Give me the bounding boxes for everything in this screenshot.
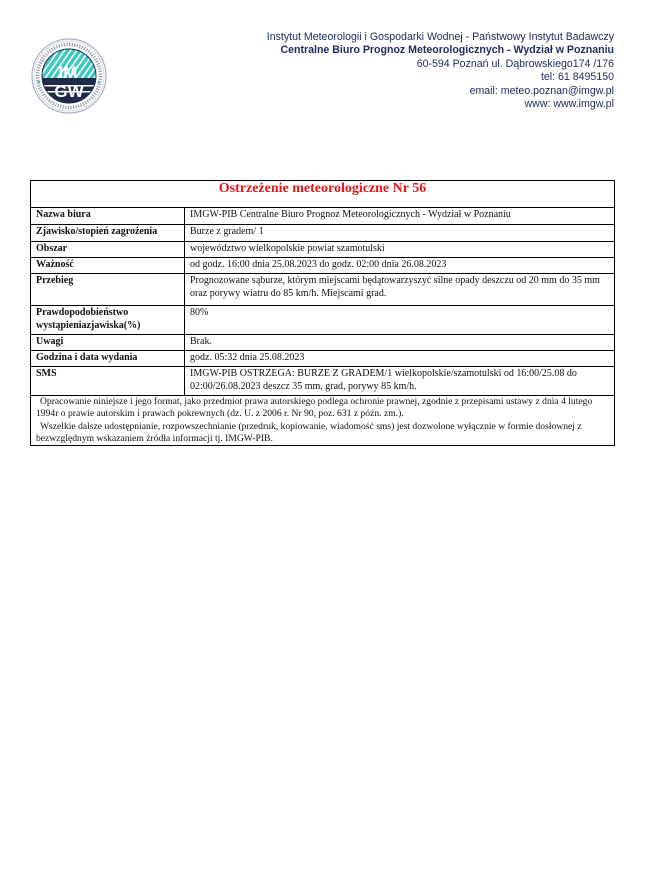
row-label-probability: Prawdopodobieństwo wystąpieniazjawiska(%)	[31, 306, 185, 335]
row-value-probability: 80%	[185, 306, 615, 335]
table-row	[31, 367, 615, 396]
row-label-issued: Godzina i data wydania	[31, 351, 185, 367]
table-row	[31, 242, 615, 258]
redistribution-paragraph: Wszelkie dalsze udostępnianie, rozpowszechnianie (przedruk, kopiowanie, wiadomość sms) jest dozwolone wyłącznie w formie dosłownej z bezwzględnym wskazaniem źródła informacji tj. IMGW-PIB.	[36, 420, 582, 444]
address: 60-594 Poznań ul. Dąbrowskiego174 /176	[416, 57, 614, 70]
phone: tel: 61 8495150	[540, 71, 614, 84]
row-value-course: Prognozowane sąburze, którym miejscami będątowarzyszyć silne opady deszczu od 20 mm do 35 mm oraz porywy wiatru do 85 km/h. Miejscami grad.	[185, 274, 615, 306]
row-label-sms: SMS	[31, 367, 185, 396]
svg-text:GW: GW	[54, 82, 84, 101]
table-row	[31, 335, 615, 351]
table-row	[31, 351, 615, 367]
row-value-area: województwo wielkopolskie powiat szamotulski	[185, 242, 615, 258]
warning-title: Ostrzeżenie meteorologiczne Nr 56	[31, 181, 615, 208]
row-value-sms: IMGW-PIB OSTRZEGA: BURZE Z GRADEM/1 wielkopolskie/szamotulski od 16:00/25.08 do 02:00/26.08.2023 deszcz 35 mm, grad, porywy 85 km/h.	[185, 367, 615, 396]
row-label-course: Przebieg	[31, 274, 185, 306]
institution-header	[267, 31, 614, 111]
svg-text:IM: IM	[58, 63, 78, 82]
row-label-validity: Ważność	[31, 258, 185, 274]
row-value-validity: od godz. 16:00 dnia 25.08.2023 do godz. 02:00 dnia 26.08.2023	[185, 258, 615, 274]
imgw-logo	[31, 36, 107, 116]
table-row	[31, 306, 615, 335]
row-label-office: Nazwa biura	[31, 208, 185, 225]
table-row	[31, 274, 615, 306]
office-name: Centralne Biuro Prognoz Meteorologicznych - Wydział w Poznaniu	[280, 44, 614, 57]
row-value-phenomenon: Burze z gradem/ 1	[185, 225, 615, 242]
imgw-logo-icon	[31, 36, 107, 116]
table-row	[31, 225, 615, 242]
website-link[interactable]: www: www.imgw.pl	[524, 98, 614, 111]
row-value-remarks: Brak.	[185, 335, 615, 351]
table-row	[31, 208, 615, 225]
row-label-area: Obszar	[31, 242, 185, 258]
email-link[interactable]: email: meteo.poznan@imgw.pl	[469, 84, 614, 97]
institute-name: Instytut Meteorologii i Gospodarki Wodnej - Państwowy Instytut Badawczy	[266, 31, 614, 43]
row-value-office: IMGW-PIB Centralne Biuro Prognoz Meteorologicznych - Wydział w Poznaniu	[185, 208, 615, 225]
table-row	[31, 258, 615, 274]
warning-table	[30, 180, 615, 446]
row-label-remarks: Uwagi	[31, 335, 185, 351]
row-label-phenomenon: Zjawisko/stopień zagrożenia	[31, 225, 185, 242]
footer-row	[31, 396, 615, 446]
row-value-issued: godz. 05:32 dnia 25.08.2023	[185, 351, 615, 367]
copyright-notice	[31, 396, 615, 446]
copyright-paragraph: Opracowanie niniejsze i jego format, jako przedmiot prawa autorskiego podlega ochronie prawnej, zgodnie z przepisami ustawy z dnia 4 lutego 1994r o prawie autorskim i prawach pokrewnych (dz. U. z 2006 r. Nr 90, poz. 631 z późn. zm.).	[36, 396, 593, 420]
